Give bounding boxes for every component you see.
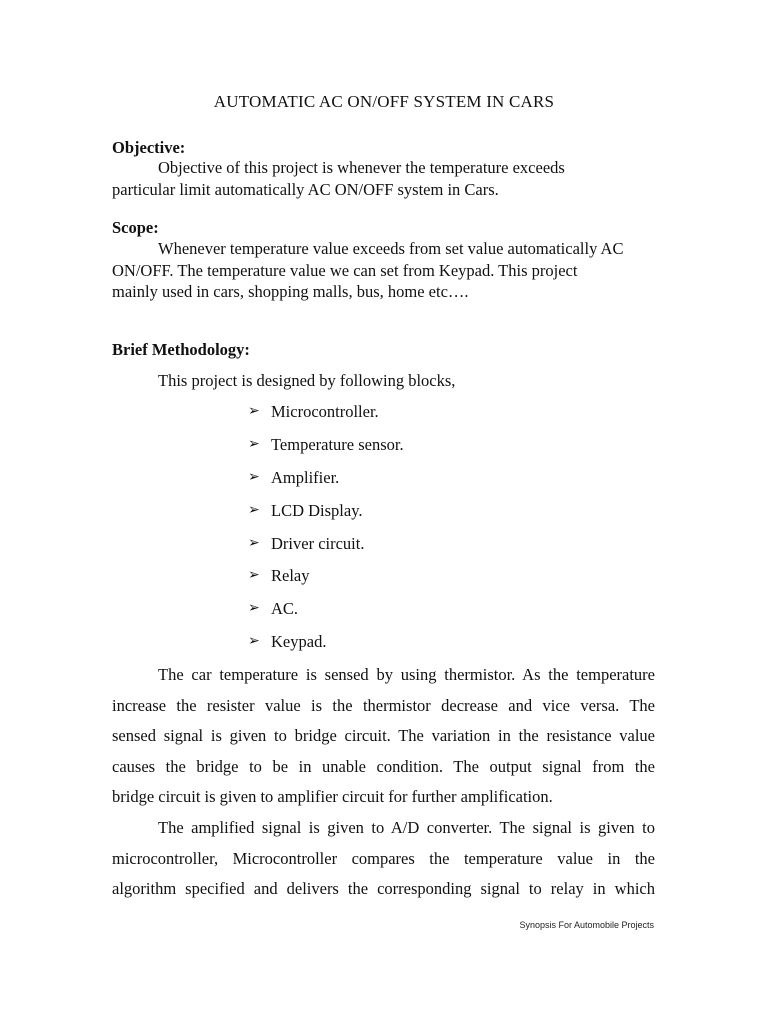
arrow-bullet-icon: ➢ bbox=[248, 634, 260, 650]
scope-paragraph bbox=[112, 238, 657, 303]
objective-paragraph bbox=[112, 157, 657, 200]
list-item: ➢ Microcontroller. bbox=[248, 402, 379, 421]
objective-heading: Objective: bbox=[112, 138, 186, 157]
body-paragraph-1 bbox=[112, 660, 655, 813]
scope-line-1: Whenever temperature value exceeds from set value automatically AC bbox=[158, 239, 624, 258]
paragraph-line: sensed signal is given to bridge circuit. The variation in the resistance value bbox=[112, 726, 655, 745]
paragraph-line: The car temperature is sensed by using thermistor. As the temperature bbox=[158, 665, 655, 684]
scope-heading: Scope: bbox=[112, 218, 159, 237]
arrow-bullet-icon: ➢ bbox=[248, 568, 260, 584]
page-footer: Synopsis For Automobile Projects bbox=[519, 920, 654, 930]
arrow-bullet-icon: ➢ bbox=[248, 436, 260, 452]
body-paragraph-2 bbox=[112, 813, 655, 905]
arrow-bullet-icon: ➢ bbox=[248, 601, 260, 617]
paragraph-line: increase the resister value is the thermistor decrease and vice versa. The bbox=[112, 695, 655, 715]
list-item: ➢ AC. bbox=[248, 599, 299, 619]
methodology-heading: Brief Methodology: bbox=[112, 340, 250, 359]
paragraph-line: causes the bridge to be in unable condition. The output signal from the bbox=[112, 756, 655, 776]
paragraph-line: microcontroller, Microcontroller compares the temperature value in the bbox=[112, 848, 655, 868]
methodology-intro: This project is designed by following blocks, bbox=[158, 371, 456, 390]
arrow-bullet-icon: ➢ bbox=[248, 404, 260, 419]
paragraph-line: algorithm specified and delivers the corresponding signal to relay in which bbox=[112, 879, 655, 898]
list-item: ➢ LCD Display. bbox=[248, 500, 363, 520]
paragraph-line: The amplified signal is given to A/D converter. The signal is given to bbox=[158, 818, 655, 837]
list-item: ➢ Keypad. bbox=[248, 632, 327, 652]
list-item: ➢ Temperature sensor. bbox=[248, 434, 404, 454]
document-title: AUTOMATIC AC ON/OFF SYSTEM IN CARS bbox=[213, 92, 555, 111]
scope-line-3: mainly used in cars, shopping malls, bus, home etc…. bbox=[112, 282, 469, 301]
objective-line-2: particular limit automatically AC ON/OFF system in Cars. bbox=[112, 179, 499, 199]
list-item: ➢ Amplifier. bbox=[248, 467, 340, 487]
arrow-bullet-icon: ➢ bbox=[248, 502, 260, 518]
list-item: ➢ Relay bbox=[248, 566, 310, 586]
objective-line-1: Objective of this project is whenever the temperature exceeds bbox=[158, 158, 565, 177]
block-list bbox=[248, 402, 404, 665]
paragraph-line: bridge circuit is given to amplifier circuit for further amplification. bbox=[112, 787, 553, 806]
scope-line-2: ON/OFF. The temperature value we can set from Keypad. This project bbox=[112, 260, 578, 280]
list-item: ➢ Driver circuit. bbox=[248, 533, 365, 553]
arrow-bullet-icon: ➢ bbox=[248, 535, 260, 551]
arrow-bullet-icon: ➢ bbox=[248, 469, 260, 485]
